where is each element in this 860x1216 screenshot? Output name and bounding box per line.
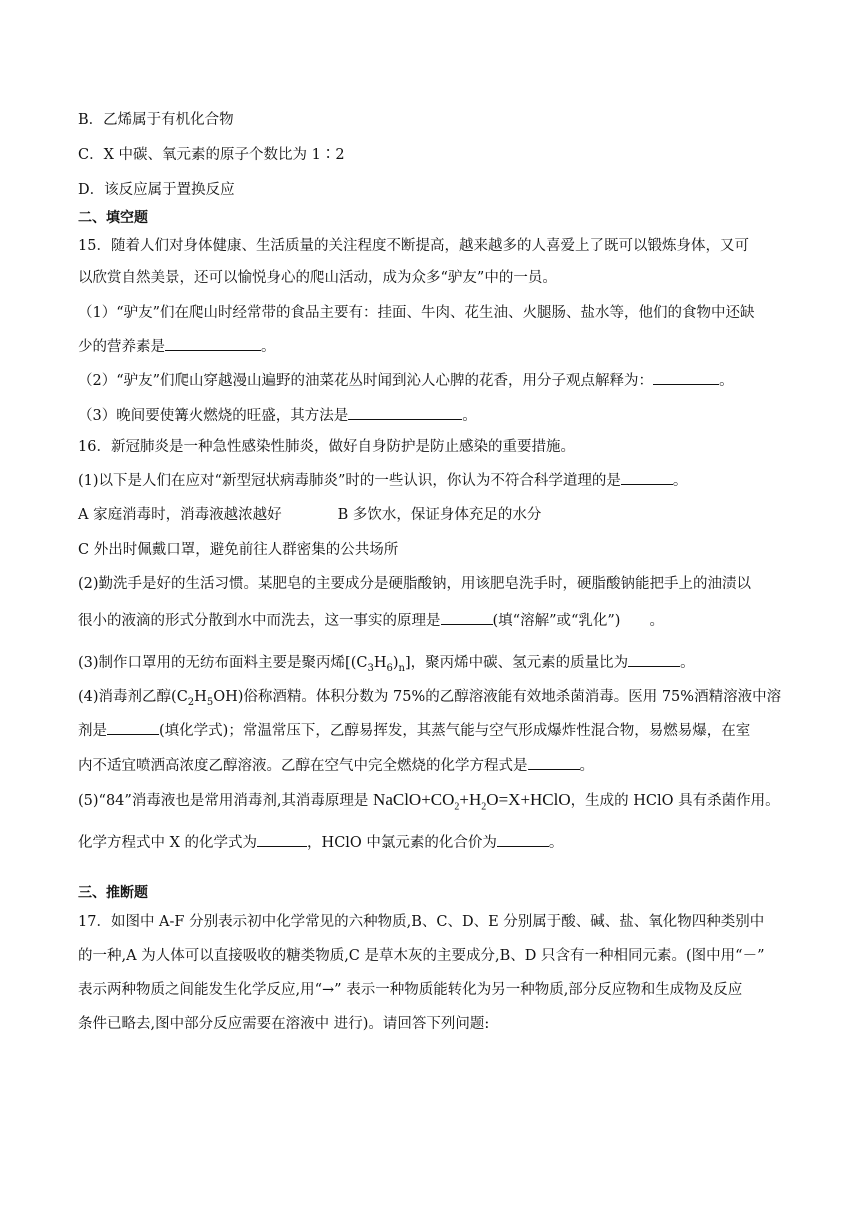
q16-option-c: C 外出时佩戴口罩，避免前往人群密集的公共场所 [78, 542, 399, 558]
equation-part: +H [459, 790, 482, 809]
q15-stem-line2: 以欣赏自然美景，还可以愉悦身心的爬山活动，成为众多“驴友”中的一员。 [78, 270, 557, 286]
subscript: n [398, 662, 405, 674]
q16-part5-text: (5)“84”消毒液也是常用消毒剂,其消毒原理是 [78, 793, 374, 809]
equation-part: O=X+HClO [486, 790, 571, 809]
q15-part2-end: 。 [719, 373, 734, 389]
formula-part: H [194, 689, 207, 705]
q15-part1-end: 。 [261, 339, 276, 355]
q15-part2-answer-blank[interactable] [653, 370, 719, 385]
q15-stem-line1: 15．随着人们对身体健康、生活质量的关注程度不断提高，越来越多的人喜爱上了既可以锻炼身体，又可 [78, 238, 749, 254]
q16-part5-line2 [78, 832, 563, 853]
q15-part3-end: 。 [462, 408, 477, 424]
q15-part2-text: （2）“驴友”们爬山穿越漫山遍野的油菜花丛时闻到沁人心脾的花香，用分子观点解释为： [78, 373, 654, 389]
formula-part: H [373, 655, 387, 671]
q16-part1 [78, 470, 687, 491]
q16-part5-text2: 化学方程式中 X 的化学式为 [78, 835, 258, 851]
q16-part4-end: 。 [579, 758, 594, 774]
q16-part4-solvent-blank[interactable] [107, 720, 159, 735]
section-heading-inference: 三、推断题 [78, 885, 148, 901]
q16-part2-end: (填“溶解”或“乳化”) 。 [492, 613, 664, 629]
q15-part3-text: （3）晚间要使篝火燃烧的旺盛，其方法是 [78, 408, 349, 424]
q16-part4-equation-blank[interactable] [528, 755, 580, 770]
q16-part5-text-rest: ，生成的 HClO 具有杀菌作用。 [570, 793, 780, 809]
option-d: D．该反应属于置换反应 [78, 182, 235, 198]
equation-part: NaClO+CO [373, 790, 455, 809]
q16-part2-line1: (2)勤洗手是好的生活习惯。某肥皂的主要成分是硬脂酸钠，用该肥皂洗手时，硬脂酸钠能把手上的油渍以 [78, 576, 752, 592]
chemical-equation [373, 790, 571, 813]
subscript: 3 [367, 662, 374, 674]
q16-part3 [78, 652, 695, 679]
q16-stem: 16．新冠肺炎是一种急性感染性肺炎，做好自身防护是防止感染的重要措施。 [78, 439, 575, 455]
q16-part4-text-rest: OH)俗称酒精。体积分数为 75%的乙醇溶液能有效地杀菌消毒。医用 75%酒精溶液中溶 [213, 689, 782, 705]
q15-part3-answer-blank[interactable] [348, 405, 462, 420]
q16-option-b: B 多饮水，保证身体充足的水分 [337, 507, 542, 523]
q16-part4-text2: 剂是 [78, 723, 107, 739]
q16-part3-answer-blank[interactable] [628, 652, 680, 667]
q15-part1-answer-blank[interactable] [165, 336, 261, 351]
q16-part3-text: (3)制作口罩用的无纺布面料主要是聚丙烯[(C [78, 655, 368, 671]
q16-part4-line2 [78, 720, 750, 741]
q16-part5-text2-mid: ，HClO 中氯元素的化合价为 [307, 835, 497, 851]
q16-part4-text2-rest: (填化学式)；常温常压下，乙醇易挥发，其蒸气能与空气形成爆炸性混合物，易燃易爆，在室 [159, 723, 751, 739]
q16-part2-line2 [78, 610, 664, 631]
q15-part2 [78, 370, 734, 391]
q16-part5-x-blank[interactable] [257, 832, 307, 847]
q16-part2-text: 很小的液滴的形式分散到水中而洗去，这一事实的原理是 [78, 613, 441, 629]
formula-part: ) [392, 655, 399, 671]
subscript: 2 [187, 696, 195, 708]
q17-stem-line3: 表示两种物质之间能发生化学反应,用“→” 表示一种物质能转化为另一种物质,部分反应物和生成物及反应 [78, 982, 743, 998]
q16-part5-valence-blank[interactable] [497, 832, 549, 847]
subscript: 6 [386, 662, 393, 674]
q16-part3-text-mid: ]，聚丙烯中碳、氢元素的质量比为 [404, 655, 629, 671]
q16-part3-end: 。 [680, 655, 695, 671]
q16-option-a: A 家庭消毒时，消毒液越浓越好 [78, 507, 282, 523]
option-c: C．X 中碳、氧元素的原子个数比为 1∶2 [78, 147, 345, 163]
q17-stem-line4: 条件已略去,图中部分反应需要在溶液中 进行)。请回答下列问题: [78, 1016, 490, 1032]
subscript: 2 [481, 801, 487, 813]
section-heading-fill-blank: 二、填空题 [78, 210, 148, 226]
q16-part2-answer-blank[interactable] [441, 610, 493, 625]
q17-stem-line2: 的一种,A 为人体可以直接吸收的糖类物质,C 是草木灰的主要成分,B、D 只含有一种相同元素。(图中用“－” [78, 948, 765, 964]
subscript: 2 [454, 801, 460, 813]
option-b: B．乙烯属于有机化合物 [78, 112, 234, 128]
q15-part1-text: 少的营养素是 [78, 339, 165, 355]
q16-part4-text3: 内不适宜喷洒高浓度乙醇溶液。乙醇在空气中完全燃烧的化学方程式是 [78, 758, 528, 774]
q16-part1-end: 。 [672, 473, 688, 489]
q16-part1-text: (1)以下是人们在应对“新型冠状病毒肺炎”时的一些认识，你认为不符合科学道理的是 [78, 473, 621, 489]
q16-part4-line3 [78, 755, 594, 776]
q16-part5-end: 。 [548, 835, 564, 851]
q17-stem-line1: 17．如图中 A-F 分别表示初中化学常见的六种物质,B、C、D、E 分别属于酸、碱、盐、氧化物四种类别中 [78, 914, 765, 930]
q16-options-row [78, 505, 541, 525]
q15-part1-line2 [78, 336, 276, 357]
q15-part1-line1: （1）“驴友”们在爬山时经常带的食品主要有：挂面、牛肉、花生油、火腿肠、盐水等，他们的食物中还缺 [78, 305, 755, 321]
q15-part3 [78, 405, 477, 426]
q16-part5-line1 [78, 790, 780, 817]
q16-part4-text: (4)消毒剂乙醇(C [78, 689, 188, 705]
subscript: 5 [206, 696, 214, 708]
q16-part4-line1 [78, 687, 781, 713]
q16-part1-answer-blank[interactable] [621, 470, 673, 485]
